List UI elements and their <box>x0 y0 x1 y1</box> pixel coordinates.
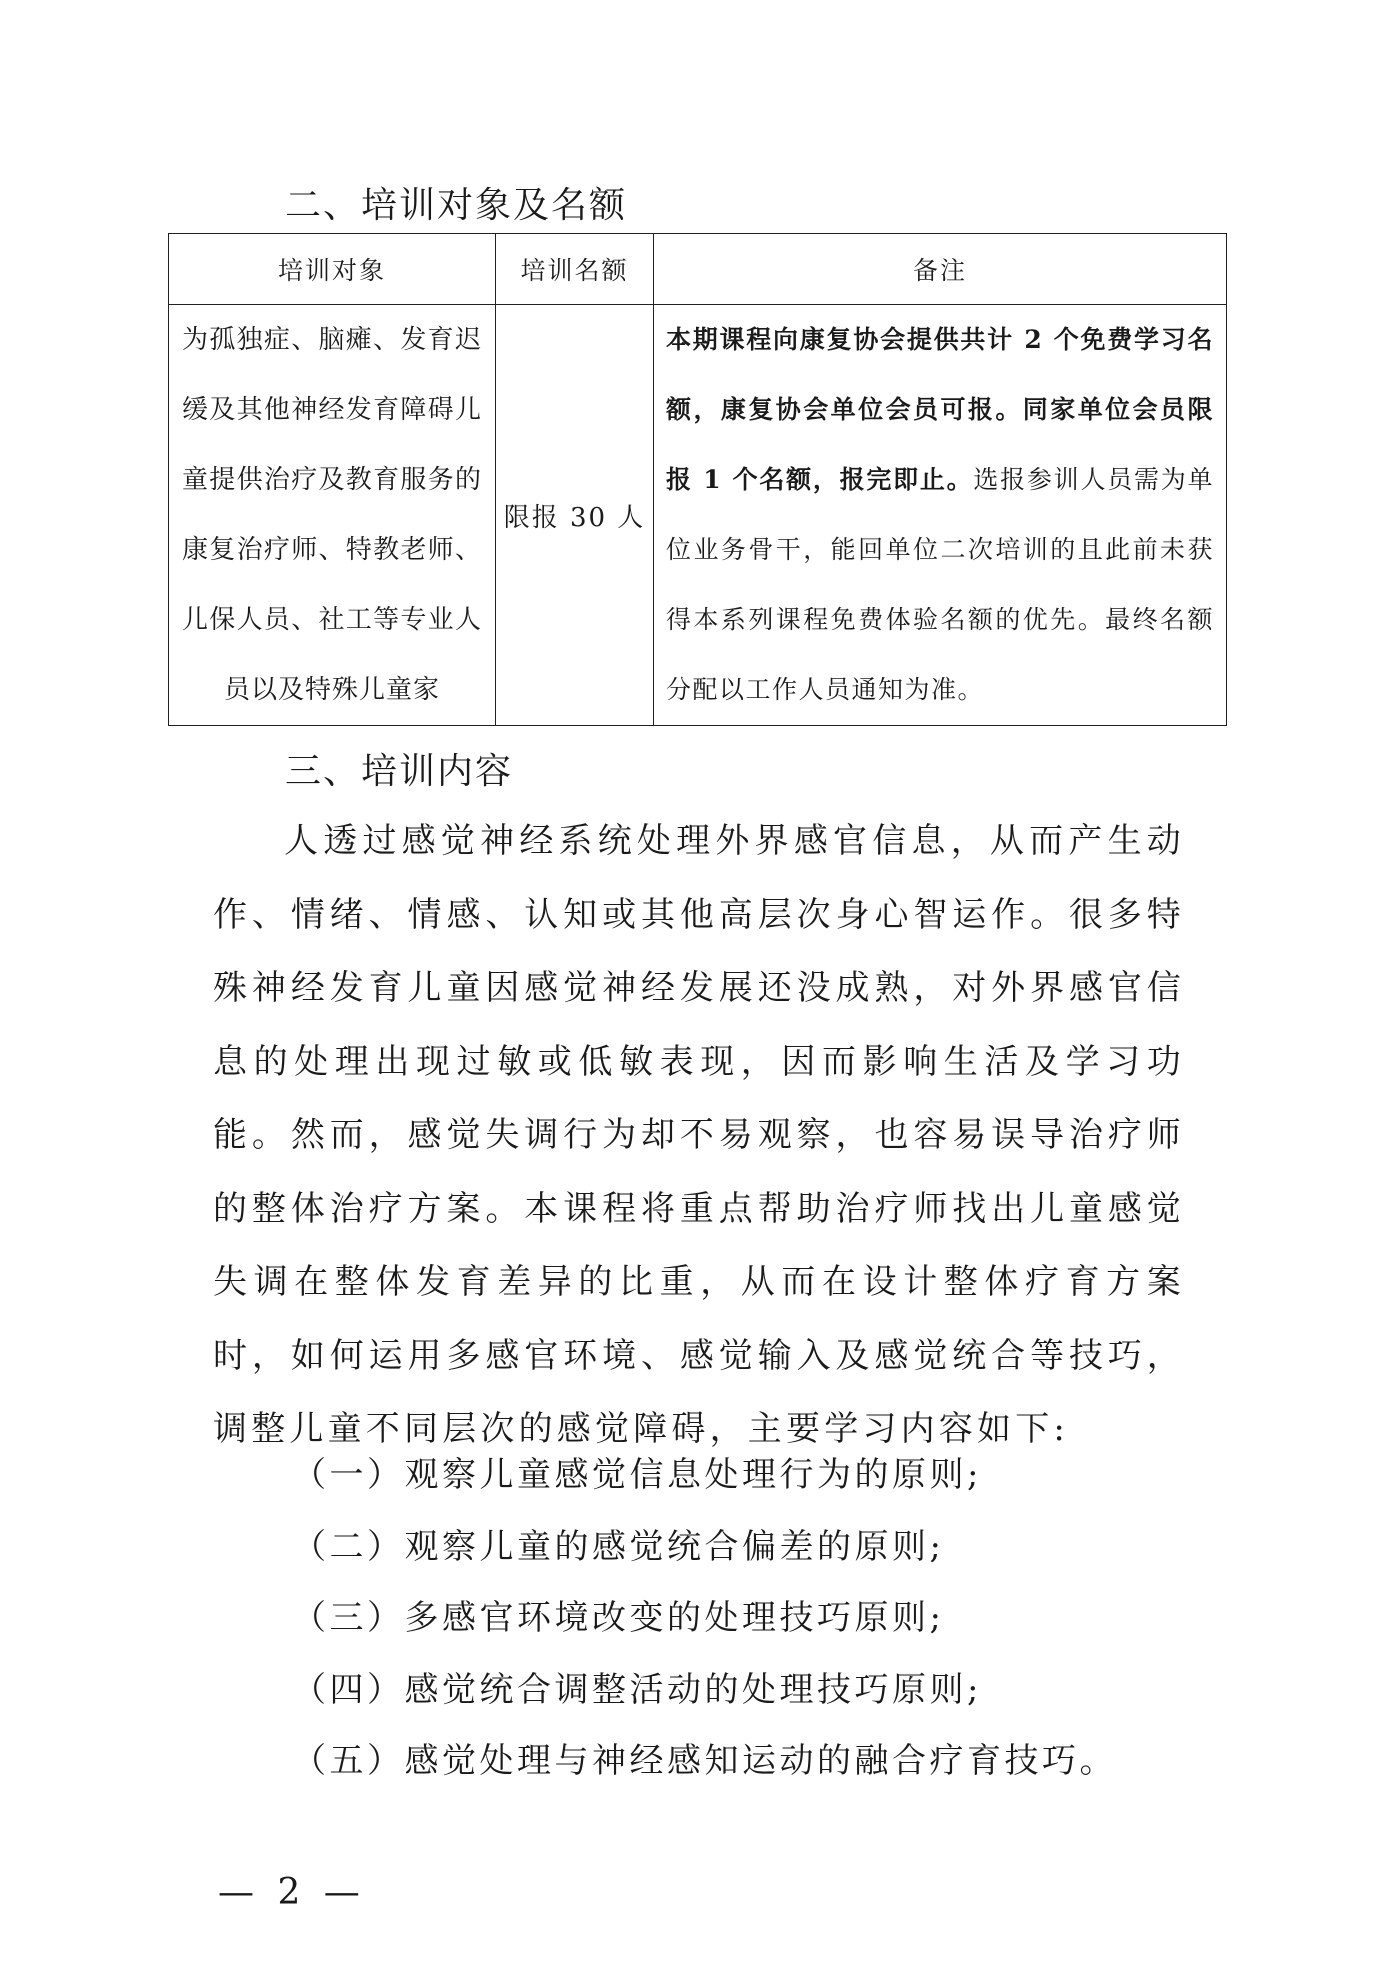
remarks-text <box>666 305 1214 725</box>
section-heading-training-content: 三、培训内容 <box>285 751 514 792</box>
training-target-text: 为孤独症、脑瘫、发育迟缓及其他神经发育障碍儿童提供治疗及教育服务的康复治疗师、特教老师、儿保人员、社工等专业人员以及特殊儿童家 <box>182 325 482 705</box>
training-content-paragraph <box>213 805 1185 1467</box>
header-training-target: 培训对象 <box>169 234 496 305</box>
table-row <box>169 305 1227 726</box>
cell-remarks <box>654 305 1227 726</box>
list-item: （五）感觉处理与神经感知运动的融合疗育技巧。 <box>292 1741 1117 1781</box>
page-number: — 2 — <box>218 1872 366 1913</box>
list-item: （二）观察儿童的感觉统合偏差的原则; <box>292 1527 945 1567</box>
cell-training-quota <box>496 305 654 726</box>
list-item: （四）感觉统合调整活动的处理技巧原则; <box>292 1670 982 1710</box>
paragraph-text: 人透过感觉神经系统处理外界感官信息，从而产生动作、情绪、情感、认知或其他高层次身心智运作。很多特殊神经发育儿童因感觉神经发展还没成熟，对外界感官信息的处理出现过敏或低敏表现，因而影响生活及学习功能。然而，感觉失调行为却不易观察，也容易误导治疗师的整体治疗方案。本课程将重点帮助治疗师找出儿童感觉失调在整体发育差异的比重，从而在设计整体疗育方案时，如何运用多感官环境、感觉输入及感觉统合等技巧，调整儿童不同层次的感觉障碍，主要学习内容如下: <box>213 821 1185 1449</box>
header-remarks: 备注 <box>654 234 1227 305</box>
list-item: （三）多感官环境改变的处理技巧原则; <box>292 1598 945 1638</box>
section-heading-training-target: 二、培训对象及名额 <box>285 185 628 226</box>
training-quota-text: 限报 30 人 <box>503 502 646 533</box>
table-header-row <box>169 234 1227 305</box>
remarks-normal-text: 选报参训人员需为单位业务骨干，能回单位二次培训的且此前未获得本系列课程免费体验名额的优先。最终名额分配以工作人员通知为准。 <box>666 465 1214 704</box>
training-quota-table <box>168 233 1227 726</box>
cell-training-target <box>169 305 496 726</box>
header-training-quota: 培训名额 <box>496 234 654 305</box>
remarks-bold-text: 本期课程向康复协会提供共计 2 个免费学习名额，康复协会单位会员可报。同家单位会员限报 1 个名额，报完即止。 <box>666 325 1214 494</box>
list-item: （一）观察儿童感觉信息处理行为的原则; <box>292 1455 982 1495</box>
